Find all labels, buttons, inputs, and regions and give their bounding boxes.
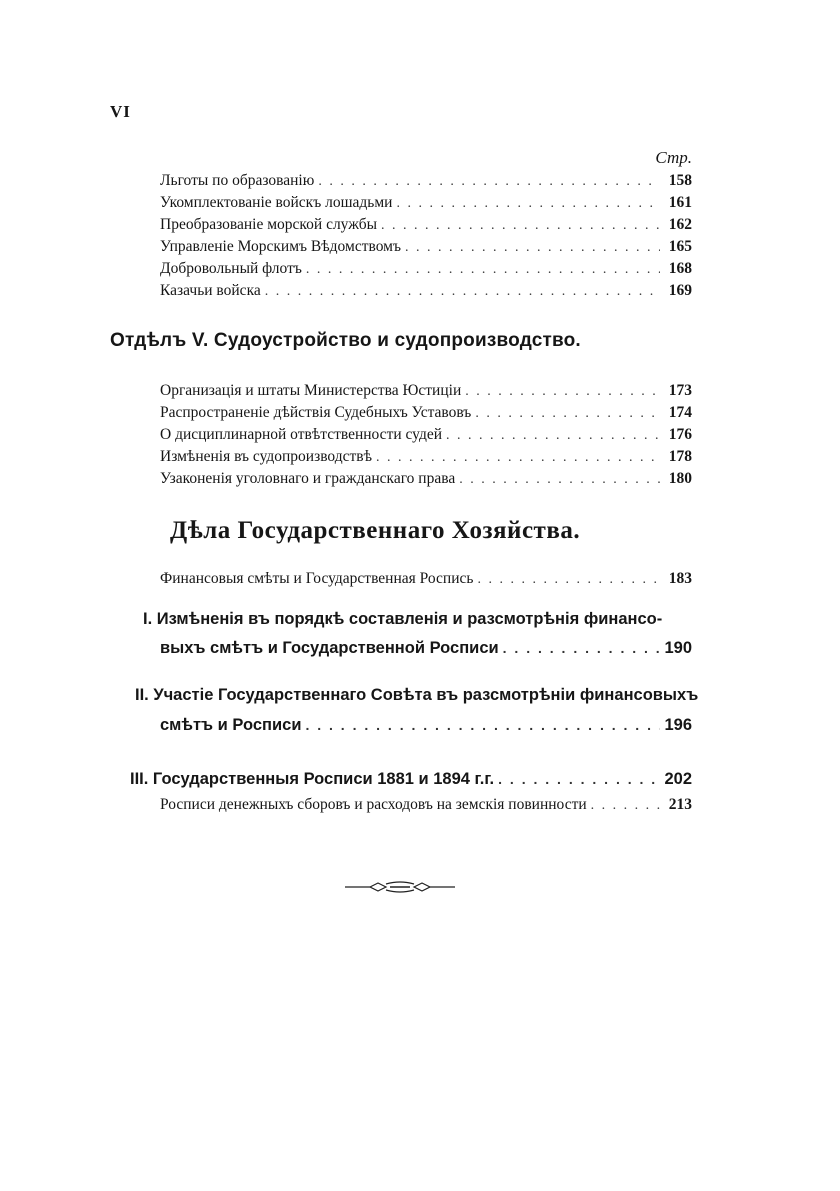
dot-leader xyxy=(459,469,660,491)
toc-entry-part-one[interactable] xyxy=(160,637,692,659)
toc-entry[interactable] xyxy=(160,568,692,590)
toc-entry[interactable] xyxy=(160,170,692,192)
toc-entry-part-two[interactable] xyxy=(160,714,692,736)
toc-entry-title: Распространеніе дѣйствія Судебныхъ Уставовъ xyxy=(160,404,472,421)
toc-entry[interactable] xyxy=(160,424,692,446)
dot-leader xyxy=(475,403,660,425)
toc-entry-page: 169 xyxy=(668,282,692,299)
dot-leader xyxy=(376,447,660,469)
toc-entry-title: Преобразованіе морской службы xyxy=(160,216,378,233)
main-heading: Дѣла Государственнаго Хозяйства. xyxy=(170,517,581,544)
toc-entry-page: 190 xyxy=(664,639,692,657)
toc-entry-page: 196 xyxy=(664,716,692,734)
toc-entry-title: смѣтъ и Росписи xyxy=(160,716,302,734)
dot-leader xyxy=(591,795,660,817)
dot-leader xyxy=(446,425,660,447)
toc-entry[interactable] xyxy=(160,402,692,424)
page-folio: VI xyxy=(110,102,131,121)
toc-entry[interactable] xyxy=(160,446,692,468)
toc-entry[interactable] xyxy=(160,236,692,258)
toc-entry-page: 173 xyxy=(668,382,692,399)
dot-leader xyxy=(465,381,660,403)
ornament-divider xyxy=(340,880,460,894)
dot-leader xyxy=(477,569,660,591)
dot-leader xyxy=(503,637,660,659)
toc-entry[interactable] xyxy=(160,192,692,214)
toc-entry-title: Измѣненія въ судопроизводствѣ xyxy=(160,448,373,465)
toc-entry-title: Казачьи войска xyxy=(160,282,261,299)
toc-entry-page: 202 xyxy=(664,770,692,788)
toc-entry-title: Узаконенія уголовнаго и гражданскаго права xyxy=(160,470,456,487)
part-one-title-line1: I. Измѣненія въ порядкѣ составленія и разсмотрѣнія финансо- xyxy=(143,610,663,628)
dot-leader xyxy=(265,281,660,303)
toc-entry[interactable] xyxy=(160,468,692,490)
toc-entry-title: Льготы по образованію xyxy=(160,172,315,189)
toc-entry-title: Финансовыя смѣты и Государственная Роспись xyxy=(160,570,474,587)
toc-entry-page: 178 xyxy=(668,448,692,465)
toc-entry-page: 174 xyxy=(668,404,692,421)
toc-entry[interactable] xyxy=(160,258,692,280)
toc-entry-title: III. Государственныя Росписи 1881 и 1894 г.г. xyxy=(130,770,495,788)
dot-leader xyxy=(305,714,660,736)
toc-entry-title: Добровольный флотъ xyxy=(160,260,302,277)
part-two-title-line1: II. Участіе Государственнаго Совѣта въ разсмотрѣніи финансовыхъ xyxy=(135,686,699,704)
dot-leader xyxy=(405,237,660,259)
toc-entry-page: 168 xyxy=(668,260,692,277)
toc-entry[interactable] xyxy=(160,380,692,402)
toc-entry-page: 162 xyxy=(668,216,692,233)
section-heading: Отдѣлъ V. Судоустройство и судопроизводство. xyxy=(110,330,581,351)
dot-leader xyxy=(381,215,660,237)
toc-entry-page: 165 xyxy=(668,238,692,255)
toc-entry-title: Организація и штаты Министерства Юстиціи xyxy=(160,382,462,399)
toc-entry-page: 183 xyxy=(668,570,692,587)
toc-entry[interactable] xyxy=(160,214,692,236)
toc-entry-page: 213 xyxy=(668,796,692,813)
toc-entry-title: Управленіе Морскимъ Вѣдомствомъ xyxy=(160,238,401,255)
toc-entry-title: Росписи денежныхъ сборовъ и расходовъ на земскія повинности xyxy=(160,796,587,813)
dot-leader xyxy=(498,768,660,790)
toc-entry-part-three[interactable] xyxy=(130,768,692,790)
dot-leader xyxy=(306,259,660,281)
toc-entry-page: 176 xyxy=(668,426,692,443)
toc-entry-title: О дисциплинарной отвѣтственности судей xyxy=(160,426,443,443)
toc-entry-title: выхъ смѣтъ и Государственной Росписи xyxy=(160,639,499,657)
toc-entry[interactable] xyxy=(160,280,692,302)
toc-entry-page: 158 xyxy=(668,172,692,189)
toc-entry-page: 161 xyxy=(668,194,692,211)
toc-entry-page: 180 xyxy=(668,470,692,487)
toc-entry[interactable] xyxy=(160,794,692,816)
dot-leader xyxy=(318,171,660,193)
toc-entry-title: Укомплектованіе войскъ лошадьми xyxy=(160,194,393,211)
page-column-header: Стр. xyxy=(655,148,692,167)
dot-leader xyxy=(396,193,660,215)
